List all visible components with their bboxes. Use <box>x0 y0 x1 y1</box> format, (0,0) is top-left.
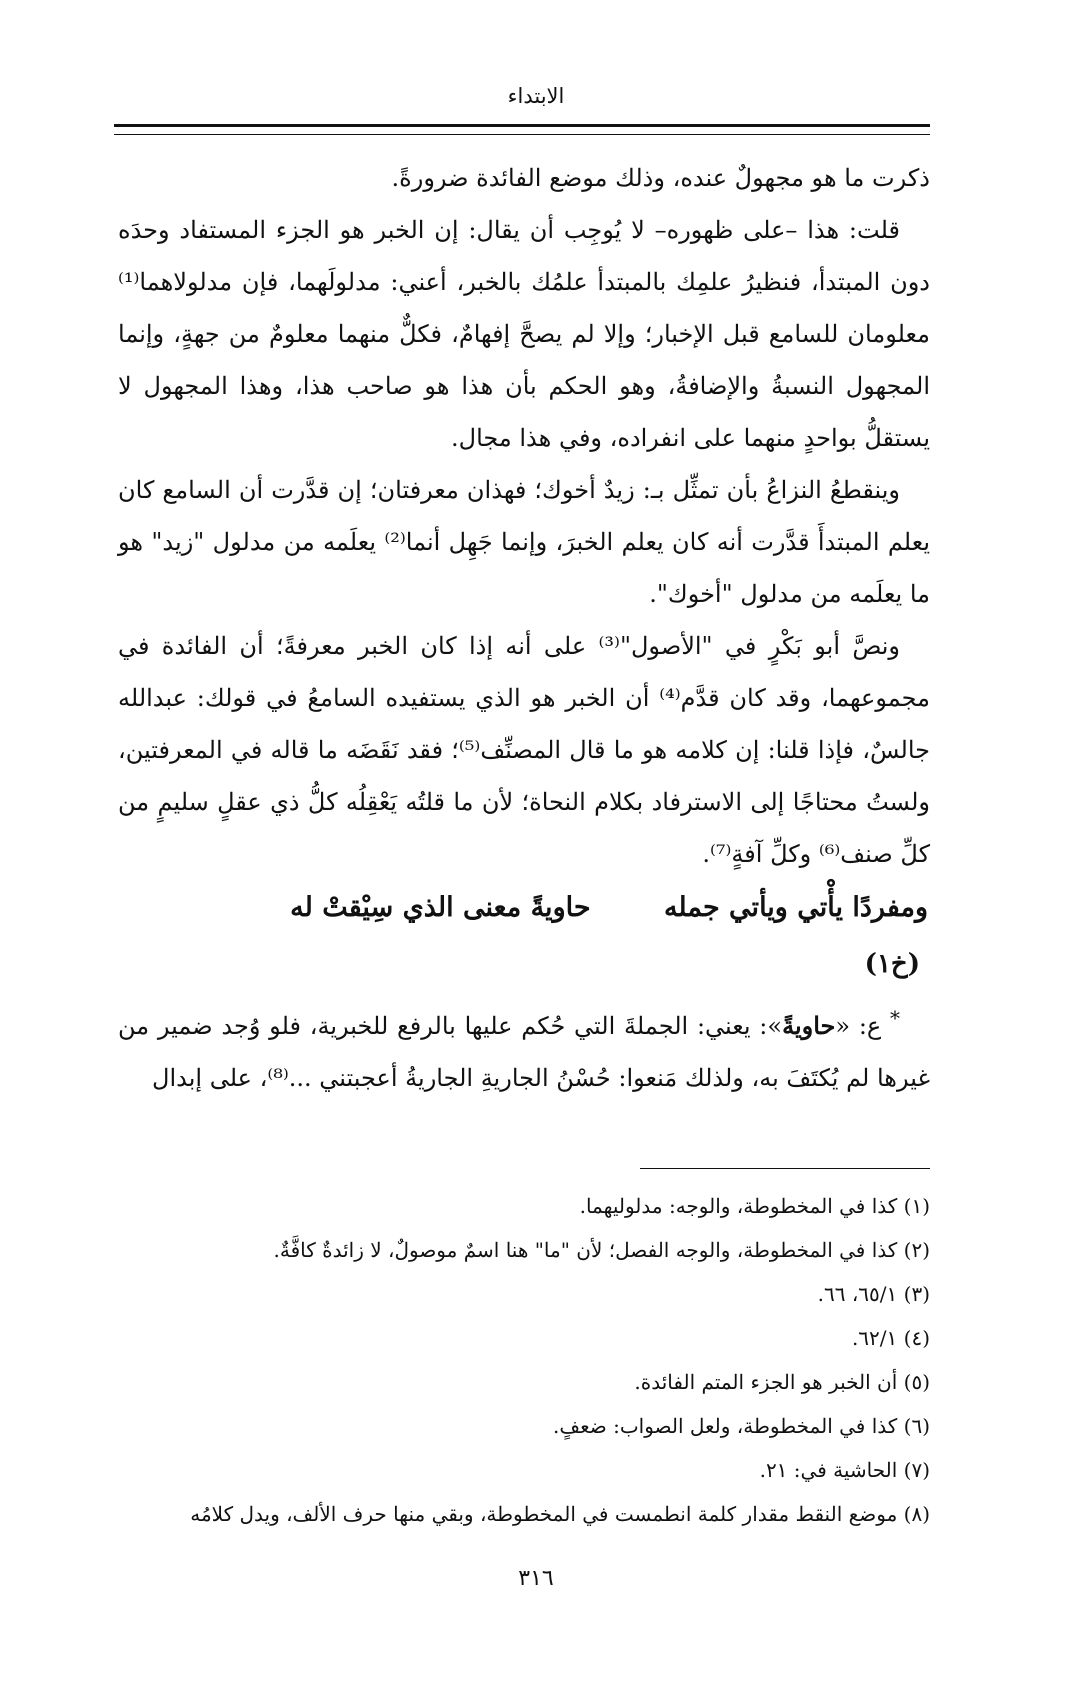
footnote-separator <box>640 1168 930 1169</box>
header-rule-thin <box>114 134 930 135</box>
footnotes <box>118 1184 930 1536</box>
paragraph: قلت: هذا –على ظهوره– لا يُوجِب أن يقال: إن الخبر هو الجزء المستفاد وحدَه دون المبتدأ، فنظيرُ علمِك بالمبتدأ علمُك بالخبر، أعني: مدلولَهما، فإن مدلولاهما⁽¹⁾ معلومان للسامع قبل الإخبار؛ وإلا لم يصحَّ إفهامٌ، فكلٌّ منهما معلومٌ من جهةٍ، وإنما المجهول النسبةُ والإضافةُ، وهو الحكم بأن هذا هو صاحب هذا، وهذا المجهول لا يستقلُّ بواحدٍ منهما على انفراده، وفي هذا مجال. <box>118 216 930 452</box>
header-rule-thick <box>114 124 930 127</box>
asterisk-marker: * <box>890 1006 900 1030</box>
verse-hemistich-1: ومفردًا يأْتي ويأتي جمله <box>663 892 928 923</box>
verse-reference: (خ١) <box>864 949 920 979</box>
paragraph: ونصَّ أبو بَكْرٍ في "الأصول"⁽³⁾ على أنه إذا كان الخبر معرفةً؛ أن الفائدة في مجموعهما، وقد كان قدَّم⁽⁴⁾ أن الخبر هو الذي يستفيده السامعُ في قولك: عبدالله جالسٌ، فإذا قلنا: إن كلامه هو ما قال المصنِّف⁽⁵⁾؛ فقد نَقَضَه ما قاله في المعرفتين، ولستُ محتاجًا إلى الاسترفاد بكلام النحاة؛ لأن ما قلتُه يَعْقِلُه كلُّ ذي عقلٍ سليمٍ من كلِّ صنف⁽⁶⁾ وكلِّ آفةٍ⁽⁷⁾. <box>118 632 931 868</box>
footnote: (٣) ٦٥/١، ٦٦. <box>817 1282 930 1306</box>
verse-hemistich-2: حاويةً معنى الذي سِيْقتْ له <box>290 892 591 923</box>
footnote: (٨) موضع النقط مقدار كلمة انطمست في المخطوطة، وبقي منها حرف الألف، ويدل كلامُه <box>190 1502 930 1526</box>
footnote: (٥) أن الخبر هو الجزء المتم الفائدة. <box>634 1370 930 1394</box>
commentary-prefix: ع: « <box>835 1012 882 1040</box>
footnote: (٧) الحاشية في: ٢١. <box>759 1458 930 1482</box>
footnote: (٦) كذا في المخطوطة، ولعل الصواب: ضعفٍ. <box>553 1414 930 1438</box>
footnote: (٤) ٦٢/١. <box>851 1326 930 1350</box>
verse-line <box>118 880 930 992</box>
commentary-paragraph <box>118 992 930 1104</box>
commentary-keyword: حاويةً <box>782 1011 836 1040</box>
running-title: الابتداء <box>507 84 565 108</box>
footnote: (١) كذا في المخطوطة، والوجه: مدلوليهما. <box>579 1194 930 1218</box>
footnote: (٢) كذا في المخطوطة، والوجه الفصل؛ لأن "ما" هنا اسمٌ موصولٌ، لا زائدةٌ كافَّةٌ. <box>273 1238 930 1262</box>
paragraph: ذكرت ما هو مجهولٌ عنده، وذلك موضع الفائدة ضرورةً. <box>391 164 930 192</box>
page-number: ٣١٦ <box>518 1566 554 1591</box>
main-text <box>118 152 930 1104</box>
commentary-text: »: يعني: الجملةَ التي حُكم عليها بالرفع للخبرية، فلو وُجد ضمير من غيرها لم يُكتَفَ به، ولذلك مَنعوا: حُسْنُ الجاريةِ الجاريةُ أعجبتني ...⁽⁸⁾، على إبدال <box>118 1012 930 1092</box>
paragraph: وينقطعُ النزاعُ بأن تمثِّل بـ: زيدٌ أخوك؛ فهذان معرفتان؛ إن قدَّرت أن السامع كان يعلم المبتدأَ قدَّرت أنه كان يعلم الخبرَ، وإنما جَهِل أنما⁽²⁾ يعلَمه من مدلول "زيد" هو ما يعلَمه من مدلول "أخوك". <box>118 476 931 608</box>
